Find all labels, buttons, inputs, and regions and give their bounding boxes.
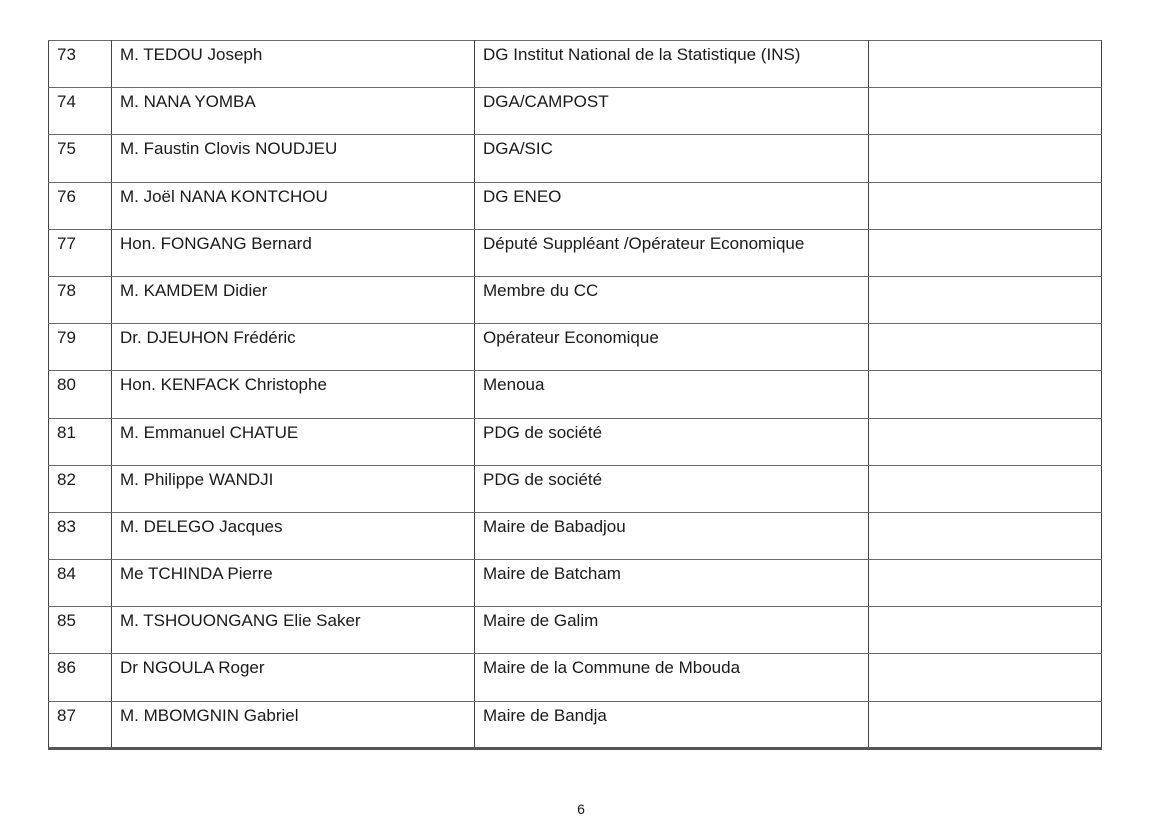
notes-cell-text [877,702,1093,707]
name-cell-text: M. KAMDEM Didier [120,280,268,300]
title-cell-text: Maire de Babadjou [483,516,626,536]
title-cell [475,88,869,135]
notes-cell [869,607,1102,654]
notes-cell [869,324,1102,371]
row-number-cell [49,276,112,323]
title-cell-text: Maire de Bandja [483,705,607,725]
table-row [49,88,1102,135]
title-cell [475,135,869,182]
notes-cell [869,371,1102,418]
name-cell-text: M. MBOMGNIN Gabriel [120,705,299,725]
name-cell [112,276,475,323]
title-cell-text: Député Suppléant /Opérateur Economique [483,233,805,253]
title-cell-text: DGA/SIC [483,139,553,159]
notes-cell [869,276,1102,323]
name-cell [112,465,475,512]
notes-cell-text [877,324,1093,329]
title-cell [475,607,869,654]
name-cell-text: M. Joël NANA KONTCHOU [120,186,328,206]
notes-cell-text [877,88,1093,93]
notes-cell-text [877,135,1093,140]
name-cell [112,654,475,701]
table-row [49,276,1102,323]
row-number-cell [49,654,112,701]
row-number-cell-text: 84 [57,564,76,584]
notes-cell-text [877,419,1093,424]
row-number-cell [49,512,112,559]
row-number-cell-text: 78 [57,280,76,300]
title-cell [475,560,869,607]
notes-cell-text [877,654,1093,659]
notes-cell-text [877,466,1093,471]
notes-cell-text [877,513,1093,518]
row-number-cell-text: 85 [57,611,76,631]
row-number-cell-text: 79 [57,328,76,348]
title-cell [475,41,869,88]
notes-cell-text [877,183,1093,188]
name-cell [112,135,475,182]
table-row [49,418,1102,465]
table-row [49,371,1102,418]
notes-cell-text [877,560,1093,565]
name-cell-text: Dr NGOULA Roger [120,658,265,678]
table-row [49,465,1102,512]
notes-cell [869,88,1102,135]
title-cell-text: Maire de Galim [483,611,599,631]
name-cell [112,560,475,607]
name-cell [112,701,475,748]
name-cell [112,41,475,88]
title-cell [475,465,869,512]
notes-cell-text [877,230,1093,235]
table-row [49,182,1102,229]
row-number-cell-text: 77 [57,233,76,253]
row-number-cell [49,229,112,276]
title-cell [475,276,869,323]
name-cell [112,88,475,135]
row-number-cell-text: 80 [57,375,76,395]
title-cell-text: Membre du CC [483,280,599,300]
table-row [49,654,1102,701]
name-cell-text: M. Philippe WANDJI [120,469,274,489]
page-number: 6 [577,801,585,817]
table-row [49,560,1102,607]
notes-cell [869,418,1102,465]
notes-cell [869,465,1102,512]
row-number-cell-text: 87 [57,705,76,725]
table-row [49,512,1102,559]
title-cell-text: Menoua [483,375,545,395]
table-row [49,607,1102,654]
notes-cell-text [877,607,1093,612]
name-cell-text: Hon. KENFACK Christophe [120,375,327,395]
name-cell-text: M. TEDOU Joseph [120,45,263,64]
name-cell-text: M. Faustin Clovis NOUDJEU [120,139,338,159]
name-cell [112,324,475,371]
table-row [49,701,1102,748]
title-cell [475,371,869,418]
table-row [49,229,1102,276]
title-cell [475,701,869,748]
title-cell-text: Opérateur Economique [483,328,659,348]
title-cell-text: DGA/CAMPOST [483,92,609,112]
name-cell-text: M. DELEGO Jacques [120,516,283,536]
name-cell-text: Hon. FONGANG Bernard [120,233,312,253]
name-cell-text: Dr. DJEUHON Frédéric [120,328,296,348]
name-cell [112,229,475,276]
row-number-cell-text: 83 [57,516,76,536]
name-cell [112,371,475,418]
title-cell-text: DG ENEO [483,186,562,206]
notes-cell [869,701,1102,748]
attendee-table [48,40,1102,750]
title-cell-text: PDG de société [483,469,603,489]
name-cell [112,182,475,229]
name-cell-text: M. Emmanuel CHATUE [120,422,299,442]
row-number-cell [49,560,112,607]
row-number-cell [49,88,112,135]
title-cell-text: PDG de société [483,422,603,442]
notes-cell-text [877,41,1093,46]
row-number-cell-text: 73 [57,45,76,64]
name-cell [112,607,475,654]
notes-cell [869,135,1102,182]
row-number-cell [49,324,112,371]
notes-cell-text [877,371,1093,376]
notes-cell [869,229,1102,276]
name-cell [112,418,475,465]
name-cell-text: Me TCHINDA Pierre [120,564,273,584]
row-number-cell [49,371,112,418]
row-number-cell [49,701,112,748]
table-row [49,41,1102,88]
row-number-cell-text: 75 [57,139,76,159]
title-cell [475,182,869,229]
row-number-cell-text: 81 [57,422,76,442]
row-number-cell [49,182,112,229]
row-number-cell-text: 86 [57,658,76,678]
row-number-cell [49,418,112,465]
notes-cell [869,654,1102,701]
name-cell-text: M. TSHOUONGANG Elie Saker [120,611,361,631]
title-cell-text: Maire de Batcham [483,564,621,584]
name-cell-text: M. NANA YOMBA [120,92,256,112]
title-cell [475,654,869,701]
title-cell [475,324,869,371]
title-cell-text: Maire de la Commune de Mbouda [483,658,741,678]
row-number-cell [49,607,112,654]
title-cell-text: DG Institut National de la Statistique (INS) [483,45,801,64]
title-cell [475,512,869,559]
row-number-cell-text: 76 [57,186,76,206]
name-cell [112,512,475,559]
title-cell [475,229,869,276]
notes-cell [869,512,1102,559]
row-number-cell [49,135,112,182]
notes-cell [869,182,1102,229]
notes-cell-text [877,277,1093,282]
row-number-cell-text: 82 [57,469,76,489]
title-cell [475,418,869,465]
table-row [49,135,1102,182]
attendee-table-body [49,41,1102,749]
row-number-cell [49,41,112,88]
table-row [49,324,1102,371]
row-number-cell-text: 74 [57,92,76,112]
notes-cell [869,560,1102,607]
row-number-cell [49,465,112,512]
notes-cell [869,41,1102,88]
